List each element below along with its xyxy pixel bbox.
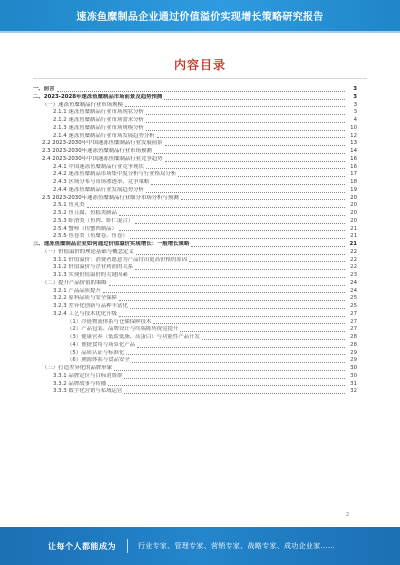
toc-entry-page: 10 [350, 124, 357, 131]
toc-entry-title: 三、速冻鱼糜制品企业如何通过价值溢价实现增长：一般增长策略 [33, 241, 190, 247]
toc-entry-title: 3.3.1 品牌定位与目标消费群 [53, 372, 123, 379]
toc-entry[interactable] [33, 94, 357, 102]
toc-entry-title: 3.2.3 差异化创新与品种丰富化 [53, 303, 128, 309]
toc-dot-leader [108, 385, 345, 386]
toc-entry[interactable] [33, 86, 357, 94]
toc-divider [33, 78, 367, 79]
toc-entry[interactable] [33, 357, 357, 365]
toc-entry-title: 2.4.3 区域分布与市场渗透率、竞争策略 [53, 179, 150, 185]
toc-entry-page: 30 [350, 365, 357, 371]
toc-dot-leader [146, 192, 345, 193]
toc-entry-page: 20 [350, 217, 357, 224]
toc-entry-title: 2.1.4 速冻鱼糜制品行业市场发展趋势分析 [53, 132, 155, 139]
toc-entry[interactable] [33, 202, 357, 210]
toc-entry-title: 2.4.4 速冻鱼糜制品行业发展趋势分析 [53, 186, 144, 193]
toc-entry-title: 2.5.1 鱼丸类 [53, 202, 85, 209]
toc-dot-leader [119, 215, 345, 216]
toc-dot-leader [130, 277, 345, 278]
toc-entry[interactable] [33, 373, 357, 381]
toc-entry-title: （3）健康营养（低盐低脂、高蛋白）与功能性产品开发 [67, 334, 200, 340]
toc-entry-page: 14 [350, 148, 357, 154]
toc-dot-leader [154, 153, 345, 154]
toc-entry-page: 19 [350, 186, 357, 193]
page-number: 2 [346, 512, 350, 518]
toc-entry-page: 3 [353, 101, 357, 108]
toc-dot-leader [191, 246, 345, 247]
toc-dot-leader [130, 308, 345, 309]
toc-entry-title: 3.2.4 工艺与技术优化升级 [53, 310, 117, 317]
toc-entry[interactable] [33, 319, 357, 327]
toc-dot-leader [146, 130, 345, 131]
toc-dot-leader [119, 230, 345, 231]
toc-entry-page: 4 [353, 117, 357, 123]
toc-dot-leader [126, 354, 345, 355]
toc-entry-title: 2.4.2 速冻鱼糜制品市场集中度分析与行业格局分析 [53, 171, 177, 178]
toc-entry-page: 24 [350, 287, 357, 294]
toc-dot-leader [180, 331, 345, 332]
toc-entry-title: 一、前言 [33, 86, 55, 92]
toc-entry-page: 27 [350, 310, 357, 317]
toc-entry-title: 2.4.1 中国速冻鱼糜制品行业竞争现状 [53, 163, 144, 170]
toc-entry-title: 2.2 2023-2030年中国速冻鱼糜制品行业发展前景 [42, 140, 163, 147]
toc-entry-page: 22 [350, 264, 357, 271]
header-underline [0, 31, 400, 33]
toc-entry-title: 2.5.3 虾滑类（鱼肉、虾仁混合） [53, 217, 134, 224]
toc-entry-title: 3.2.2 原料品质与安全保障 [53, 295, 117, 302]
toc-entry[interactable] [33, 102, 357, 110]
toc-entry[interactable] [33, 288, 357, 296]
toc-dot-leader [178, 176, 345, 177]
toc-entry-title: 2.5 2023-2030年速冻鱼糜制品行业细分市场分析与预测 [42, 194, 179, 201]
toc-dot-leader [87, 207, 345, 208]
toc-entry-title: （4）便捷食用与场景化产品 [67, 341, 136, 348]
toc-entry[interactable] [33, 365, 357, 373]
toc-entry[interactable] [33, 195, 357, 203]
toc-dot-leader [135, 269, 345, 270]
toc-dot-leader [137, 347, 345, 348]
toc-entry-page: 13 [350, 140, 357, 147]
toc-dot-leader [157, 137, 345, 138]
toc-entry-page: 25 [350, 295, 357, 302]
toc-dot-leader [146, 114, 345, 115]
toc-entry[interactable] [33, 295, 357, 303]
toc-heading: 内容目录 [173, 58, 226, 72]
toc-entry-page: 27 [350, 318, 357, 325]
toc-entry-page: 12 [350, 132, 357, 139]
toc-entry-page: 29 [350, 349, 357, 356]
toc-entry-page: 3 [353, 93, 357, 100]
toc-entry-page: 17 [350, 171, 357, 178]
toc-entry[interactable] [33, 326, 357, 334]
toc-entry-page: 32 [350, 388, 357, 395]
toc-entry[interactable] [33, 164, 357, 172]
toc-entry-page: 18 [350, 179, 357, 185]
toc-entry-page: 29 [350, 357, 357, 364]
toc-dot-leader [181, 199, 345, 200]
toc-entry-title: （一）价值溢价的理论基础与概念定义 [42, 248, 134, 255]
toc-entry[interactable] [33, 257, 357, 265]
toc-entry-title: （2）产品包装、品牌设计与终端陈列视觉提升 [67, 326, 179, 333]
toc-entry-page: 20 [350, 202, 357, 209]
toc-entry-title: 2.1.3 速冻鱼糜制品行业市场规模分析 [53, 124, 144, 131]
toc-entry-title: （二）提升产品价值的策略 [42, 279, 107, 286]
toc-entry-title: 2.5.4 蟹棒（仿蟹肉制品） [53, 225, 117, 232]
toc-dot-leader [136, 254, 345, 255]
toc-dot-leader [189, 261, 345, 262]
footer-slogan: 让每个人都能成为 [48, 541, 116, 551]
toc-dot-leader [165, 145, 345, 146]
toc-entry-page: 21 [350, 225, 357, 232]
toc-dot-leader [114, 370, 345, 371]
toc-dot-leader [151, 184, 345, 185]
toc-entry-title: 3.3.2 品牌故事与传播 [53, 380, 107, 387]
toc-entry-page: 31 [350, 380, 357, 387]
report-title: 速冻鱼糜制品企业通过价值溢价实现增长策略研究报告 [76, 12, 324, 23]
toc-entry-page: 16 [350, 155, 357, 162]
toc-entry[interactable] [33, 334, 357, 342]
toc-entry-page: 27 [350, 326, 357, 333]
toc-entry-title: 2.5.2 鱼豆腐、鱼糕类制品 [53, 210, 117, 216]
report-header [0, 0, 400, 31]
toc-entry-title: 3.1.2 价值溢价与企业利润的关系 [53, 264, 134, 271]
toc-entry[interactable] [33, 342, 357, 350]
toc-entry[interactable] [33, 388, 357, 396]
toc-dot-leader [124, 393, 345, 394]
toc-entry-title: 3.1.3 实现价值溢价的关键因素 [53, 272, 128, 278]
toc-dot-leader [119, 300, 345, 301]
toc-entry[interactable] [33, 210, 357, 218]
toc-dot-leader [124, 378, 345, 379]
toc-dot-leader [57, 91, 345, 92]
toc-entry[interactable] [33, 117, 357, 125]
toc-dot-leader [119, 316, 345, 317]
toc-entry[interactable] [33, 303, 357, 311]
toc-entry-title: 2.4 2023-2030年中国速冻鱼糜制品行业竞争趋势 [42, 155, 163, 162]
toc-entry-page: 20 [350, 210, 357, 216]
toc-entry-page: 22 [350, 248, 357, 255]
toc-entry-page: 3 [353, 109, 357, 116]
toc-entry[interactable] [33, 148, 357, 156]
footer-tagline: 行业专家、管理专家、营销专家、战略专家、成功企业家…… [138, 542, 336, 550]
footer-separator [127, 539, 128, 553]
toc-entry-page: 3 [353, 86, 357, 92]
toc-dot-leader [125, 106, 345, 107]
toc-entry[interactable] [33, 226, 357, 234]
toc-entry-title: （6）溯源体系与食品安全 [67, 357, 130, 364]
toc-entry[interactable] [33, 125, 357, 133]
toc-entry-title: 2.5.5 鱼卷类（鱼糜卷、鱼卷） [53, 233, 128, 240]
toc-entry-page: 25 [350, 303, 357, 309]
toc-entry[interactable] [33, 249, 357, 257]
toc-entry[interactable] [33, 140, 357, 148]
toc-entry-page: 21 [349, 241, 357, 247]
toc-dot-leader [165, 161, 345, 162]
toc-entry[interactable] [33, 156, 357, 164]
toc-entry-title: （5）品质认证与标准化 [67, 349, 125, 356]
toc-entry-title: 3.3.3 数字化营销与私域运营 [53, 388, 123, 395]
toc-entry[interactable] [33, 264, 357, 272]
toc-entry-title: 3.1.1 价值溢价：消费者愿意为产品付出更高价格的原因 [53, 256, 188, 263]
toc-entry-page: 22 [350, 256, 357, 263]
toc-entry-page: 21 [350, 233, 357, 240]
toc-entry[interactable] [33, 109, 357, 117]
toc-entry-title: 2.1.2 速冻鱼糜制品行业市场需求分析 [53, 117, 144, 123]
toc-dot-leader [146, 168, 345, 169]
toc-dot-leader [153, 323, 345, 324]
toc-entry-title: （1）冷链物流体系与仓储保鲜技术 [67, 318, 152, 325]
toc-entry-page: 28 [350, 341, 357, 348]
toc-entry[interactable] [33, 233, 357, 241]
report-footer [0, 527, 400, 565]
toc-entry-page: 20 [350, 194, 357, 201]
toc-entry-title: （一）速冻鱼糜制品行业市场规模 [42, 101, 123, 108]
toc-entry[interactable] [33, 272, 357, 280]
toc-dot-leader [132, 362, 345, 363]
toc-dot-leader [164, 99, 345, 100]
toc-entry[interactable] [33, 218, 357, 226]
toc-entry-page: 28 [350, 334, 357, 340]
toc-entry[interactable] [33, 280, 357, 288]
toc-entry[interactable] [33, 133, 357, 141]
toc-dot-leader [130, 238, 345, 239]
toc-entry-title: 2.3 2023-2030年速冻鱼糜制品行业市场预测 [42, 148, 152, 154]
toc-dot-leader [135, 223, 345, 224]
toc-entry-title: 二、2023-2028年速冻鱼糜制品市场前景及趋势预测 [33, 93, 163, 100]
toc-entry-title: （三）打造差异化的品牌形象 [42, 365, 113, 371]
toc-dot-leader [103, 292, 345, 293]
toc-entry-title: 2.1.1 速冻鱼糜制品行业市场现状分析 [53, 109, 144, 116]
toc-entry-page: 30 [350, 372, 357, 379]
toc-entry[interactable] [33, 187, 357, 195]
toc-dot-leader [109, 285, 345, 286]
toc-entry[interactable] [33, 241, 357, 249]
toc-entry[interactable] [33, 381, 357, 389]
toc-entry[interactable] [33, 311, 357, 319]
toc-entry[interactable] [33, 350, 357, 358]
toc-entry-title: 3.2.1 产品品质提升 [53, 287, 101, 294]
toc-dot-leader [202, 339, 345, 340]
toc-dot-leader [146, 122, 345, 123]
toc-entry[interactable] [33, 179, 357, 187]
toc-entry-page: 24 [350, 279, 357, 286]
toc-entry-page: 23 [350, 272, 357, 278]
toc-entry-page: 16 [350, 163, 357, 170]
table-of-contents [33, 86, 357, 396]
toc-entry[interactable] [33, 171, 357, 179]
